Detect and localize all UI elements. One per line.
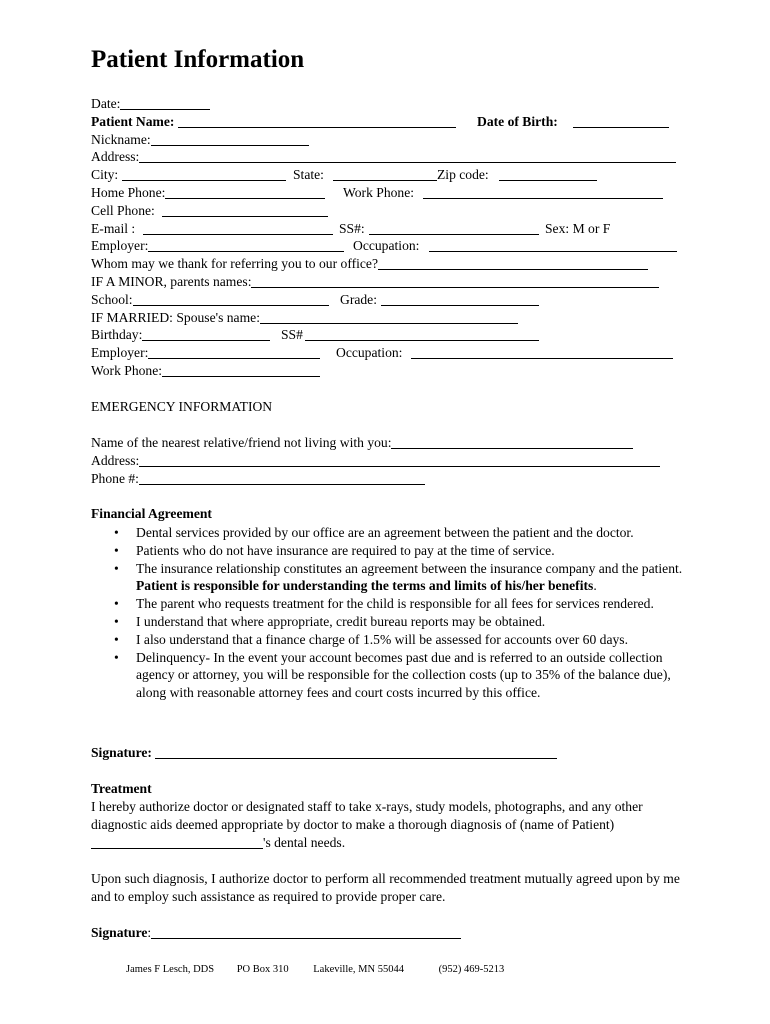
date-label: Date: [91,96,121,111]
footer-box: PO Box 310 [236,964,289,975]
list-item: • I understand that where appropriate, credit bureau reports may be obtained. [91,613,701,631]
emergency-heading: EMERGENCY INFORMATION [91,399,273,414]
patient-name-row [91,113,691,131]
work-phone-label: Work Phone: [343,184,415,200]
emergency-address-label: Address: [91,453,140,468]
relative-field[interactable] [391,435,633,449]
zip-field[interactable] [499,167,597,181]
email-label: E-mail : [91,220,136,236]
page-title: Patient Information [91,46,305,73]
spouse-label: IF MARRIED: Spouse's name: [91,309,260,325]
signature-field-1[interactable] [155,745,557,759]
spouse-occupation-field[interactable] [411,345,673,359]
spouse-work-phone-row [91,362,691,380]
emergency-address-row [91,452,660,470]
work-phone-field[interactable] [423,185,663,199]
school-label: School: [91,291,133,307]
patient-name-label: Patient Name: [91,113,175,129]
emergency-phone-field[interactable] [139,471,425,485]
financial-heading: Financial Agreement [91,506,212,521]
footer-name: James F Lesch, DDS [126,964,215,975]
ss-field[interactable] [369,221,539,235]
nickname-row [91,131,691,149]
address-label: Address: [91,149,140,165]
city-row [91,166,691,184]
signature-field-2[interactable] [151,925,461,939]
minor-parents-field[interactable] [251,274,659,288]
employer-field[interactable] [148,238,344,252]
cell-phone-row [91,202,691,220]
email-field[interactable] [143,221,333,235]
state-field[interactable] [333,167,437,181]
cell-phone-label: Cell Phone: [91,202,155,218]
school-row [91,291,691,309]
phone-row [91,184,691,202]
school-field[interactable] [133,292,329,306]
spouse-employer-field[interactable] [148,345,320,359]
referral-row [91,255,691,273]
emergency-address-field[interactable] [139,453,660,467]
emergency-phone-row [91,470,425,488]
spouse-row [91,309,691,327]
sex-label: Sex: M or F [545,220,611,236]
patient-name-blank[interactable] [91,835,263,849]
birthday-row [91,326,691,344]
nickname-field[interactable] [151,132,309,146]
signature-row-1 [91,744,557,762]
list-item: • Patients who do not have insurance are required to pay at the time of service. [91,542,701,560]
occupation-label: Occupation: [353,238,420,254]
employer-row [91,237,691,255]
list-item: • I also understand that a finance charge of 1.5% will be assessed for accounts over 60 days. [91,631,701,649]
footer [126,964,504,975]
treatment-paragraph-2: Upon such diagnosis, I authorize doctor to perform all recommended treatment mutually agreed upon by me and to employ such assistance as required to provide proper care. [91,871,680,904]
address-row [91,148,691,166]
spouse-employer-label: Employer: [91,345,149,361]
spouse-occupation-label: Occupation: [336,345,403,361]
minor-row [91,273,691,291]
zip-label: Zip code: [437,167,489,183]
footer-city: Lakeville, MN 55044 [313,964,404,975]
city-label: City: [91,167,119,183]
treatment-heading: Treatment [91,781,152,796]
financial-list [91,524,701,702]
spouse-ss-label: SS# [281,327,303,343]
email-row [91,220,691,238]
list-item-text: The insurance relationship constitutes an agreement between the insurance company and the patient. [136,560,683,576]
treatment-text-1: I hereby authorize doctor or designated staff to take x-rays, study models, photographs, and any other diagnostic aids deemed appropriate by doctor to make a thorough diagnosis of (name of Patient) [91,799,643,832]
list-item: • The parent who requests treatment for the child is responsible for all fees for services rendered. [91,595,701,613]
dob-label: Date of Birth: [477,113,558,129]
spouse-ss-field[interactable] [305,327,539,341]
date-field[interactable] [120,96,210,110]
referral-label: Whom may we thank for referring you to our office? [91,256,379,272]
home-phone-field[interactable] [165,185,325,199]
list-item-bold-text: Patient is responsible for understanding the terms and limits of his/her benefits [136,578,594,594]
occupation-field[interactable] [429,238,677,252]
spouse-work-phone-field[interactable] [162,363,320,377]
relative-label: Name of the nearest relative/friend not living with you: [91,435,392,450]
cell-phone-field[interactable] [162,203,328,217]
date-row [91,95,691,113]
employer-label: Employer: [91,238,149,254]
patient-fields [91,95,691,380]
address-field[interactable] [139,149,676,163]
birthday-field[interactable] [142,327,270,341]
nickname-label: Nickname: [91,131,151,147]
grade-field[interactable] [381,292,539,306]
referral-field[interactable] [378,256,648,270]
treatment-paragraph-1 [91,798,681,851]
list-item: • Dental services provided by our office are an agreement between the patient and the doctor. [91,524,701,542]
signature-row-2 [91,924,461,942]
signature-colon-2: : [147,925,152,940]
minor-label: IF A MINOR, parents names: [91,273,252,289]
patient-name-field[interactable] [178,114,456,128]
spouse-work-phone-label: Work Phone: [91,362,163,378]
signature-label-1: Signature: [91,745,152,760]
grade-label: Grade: [340,291,377,307]
birthday-label: Birthday: [91,327,143,343]
list-item: • Delinquency- In the event your account becomes past due and is referred to an outside collection agency or attorney, you will be responsible for the collection costs (up to 35% of the balance due), along with reasonable attorney fees and court costs incurred by this office. [91,649,701,702]
spouse-field[interactable] [260,310,518,324]
spouse-employer-row [91,344,691,362]
footer-phone: (952) 469-5213 [438,964,505,975]
list-item-period: . [593,578,597,594]
emergency-phone-label: Phone #: [91,471,139,486]
home-phone-label: Home Phone: [91,184,166,200]
ss-label: SS#: [339,220,365,236]
dob-field[interactable] [573,114,669,128]
treatment-text-1b: 's dental needs. [263,834,346,850]
list-item [91,560,701,596]
city-field[interactable] [122,167,286,181]
signature-label-2: Signature [91,925,148,940]
relative-row [91,434,633,452]
state-label: State: [293,167,324,183]
